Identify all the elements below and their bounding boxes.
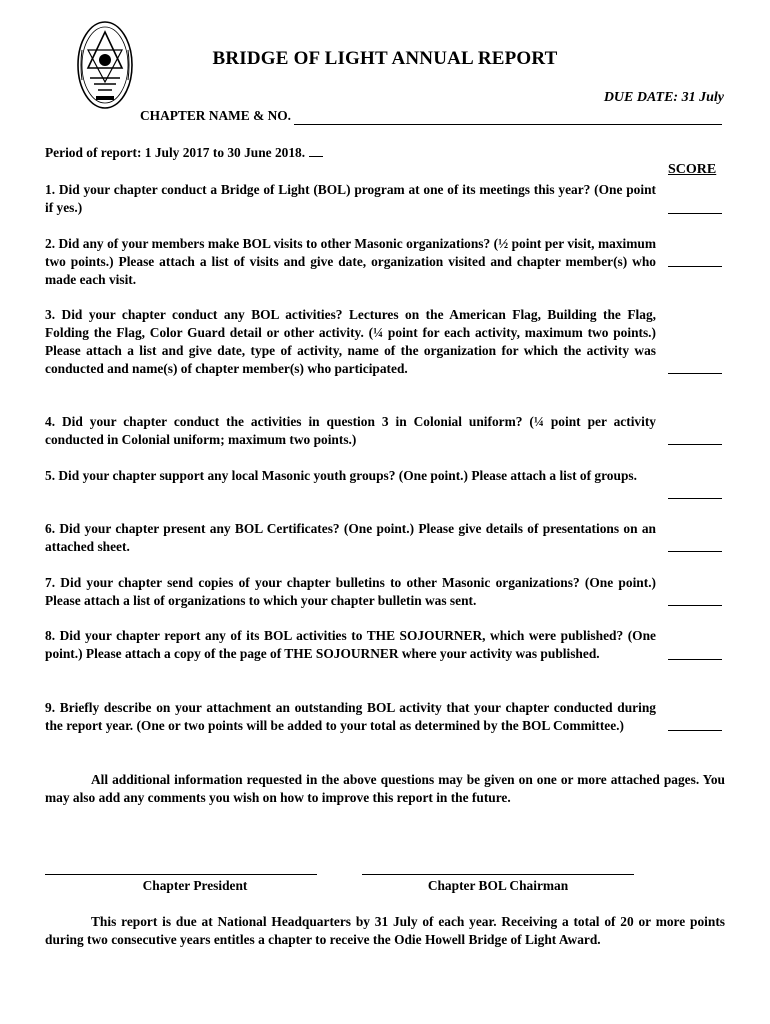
page-title: BRIDGE OF LIGHT ANNUAL REPORT	[212, 48, 558, 69]
question-5: 5. Did your chapter support any local Masonic youth groups? (One point.) Please attach a list of groups.	[45, 468, 637, 483]
president-signature-line[interactable]	[45, 874, 317, 875]
score-field-6[interactable]	[668, 551, 722, 552]
question-8: 8. Did your chapter report any of its BOL activities to THE SOJOURNER, which were published? (One point.) Please attach a copy of the page of THE SOJOURNER where your activity was published.	[45, 628, 656, 661]
score-field-5[interactable]	[668, 498, 722, 499]
score-field-4[interactable]	[668, 444, 722, 445]
chairman-signature-line[interactable]	[362, 874, 634, 875]
period-of-report	[45, 144, 323, 162]
question-2: 2. Did any of your members make BOL visits to other Masonic organizations? (½ point per visit, maximum two points.) Please attach a list of visits and give date, organization visited and chapter member(s) who made each visit.	[45, 236, 656, 287]
period-text: Period of report: 1 July 2017 to 30 June 2018.	[45, 145, 306, 160]
chapter-name-label: CHAPTER NAME & NO.	[140, 108, 292, 123]
question-6: 6. Did your chapter present any BOL Certificates? (One point.) Please give details of presentations on an attached sheet.	[45, 521, 656, 554]
due-date: DUE DATE: 31 July	[603, 90, 724, 105]
chapter-name-row	[140, 107, 722, 125]
score-heading: SCORE	[668, 162, 717, 177]
score-field-3[interactable]	[668, 373, 722, 374]
additional-info: All additional information requested in the above questions may be given on one or more attached pages. You may also add any comments you wish on how to improve this report in the future.	[45, 772, 725, 805]
president-label: Chapter President	[142, 878, 248, 893]
score-field-8[interactable]	[668, 659, 722, 660]
question-9: 9. Briefly describe on your attachment an outstanding BOL activity that your chapter conducted during the report year. (One or two points will be added to your total as determined by the BOL Committee.)	[45, 700, 656, 733]
score-field-7[interactable]	[668, 605, 722, 606]
chairman-label: Chapter BOL Chairman	[427, 878, 569, 893]
question-1: 1. Did your chapter conduct a Bridge of Light (BOL) program at one of its meetings this year? (One point if yes.)	[45, 182, 656, 215]
score-field-2[interactable]	[668, 266, 722, 267]
chapter-name-field[interactable]	[294, 112, 722, 125]
question-4: 4. Did your chapter conduct the activities in question 3 in Colonial uniform? (¼ point per activity conducted in Colonial uniform; maximum two points.)	[45, 414, 656, 447]
footer-note: This report is due at National Headquarters by 31 July of each year. Receiving a total of 20 or more points during two consecutive years entitles a chapter to receive the Odie Howell Bridge of Light Award.	[45, 914, 725, 947]
score-field-9[interactable]	[668, 730, 722, 731]
period-blank[interactable]	[309, 144, 323, 157]
question-7: 7. Did your chapter send copies of your chapter bulletins to other Masonic organizations? (One point.) Please attach a list of organizations to which your chapter bulletin was sent.	[45, 575, 656, 608]
score-field-1[interactable]	[668, 213, 722, 214]
question-3: 3. Did your chapter conduct any BOL activities? Lectures on the American Flag, Building the Flag, Folding the Flag, Color Guard detail or other activity. (¼ point for each activity, maximum two points.) Please attach a list and give date, type of activity, name of the organization for which the activity was conducted and name(s) of chapter member(s) who participated.	[45, 307, 656, 376]
